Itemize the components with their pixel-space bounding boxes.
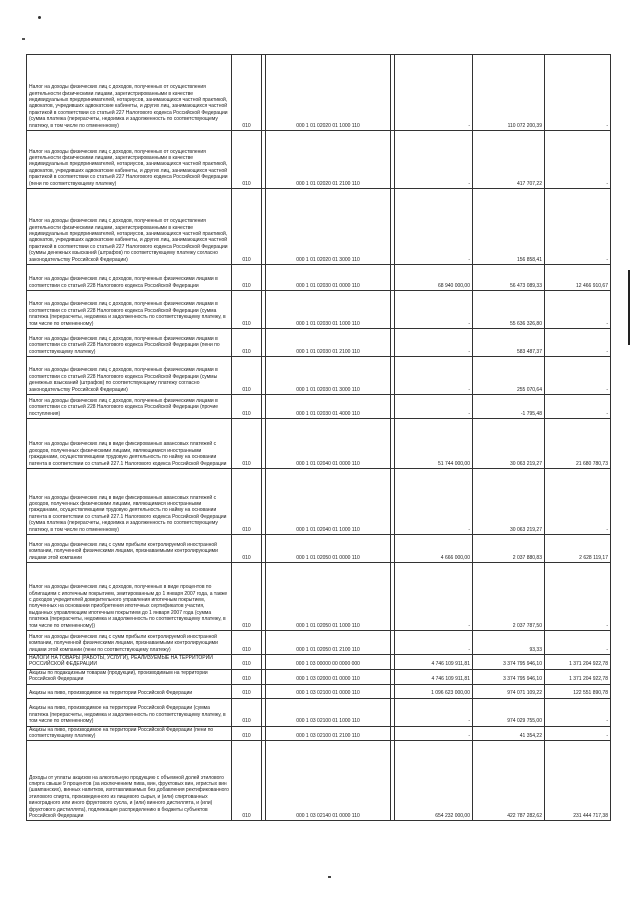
approved-amount: - — [395, 189, 473, 265]
table-row — [27, 741, 611, 821]
classification-code: 000 1 01 02030 01 4000 110 — [266, 395, 391, 419]
table-row — [27, 669, 611, 684]
unexecuted-amount: - — [545, 395, 611, 419]
executed-amount: 55 636 326,80 — [473, 291, 545, 329]
table-row — [27, 265, 611, 291]
unexecuted-amount: 231 444 717,38 — [545, 741, 611, 821]
unexecuted-amount: - — [545, 631, 611, 655]
indicator-name: Налог на доходы физических лиц с сумм прибыли контролируемой иностранной компании, полученной физическими лицами, признаваемыми контролирующими лицами этой компании — [27, 535, 232, 563]
classification-code: 000 1 03 02000 01 0000 110 — [266, 669, 391, 684]
approved-amount: 4 666 000,00 — [395, 535, 473, 563]
classification-code: 000 1 01 02040 01 0000 110 — [266, 419, 391, 469]
unexecuted-amount: 122 551 890,78 — [545, 684, 611, 698]
classification-code: 000 1 01 02030 01 1000 110 — [266, 291, 391, 329]
executed-amount: 2 037 880,83 — [473, 535, 545, 563]
line-code: 010 — [232, 669, 262, 684]
table-row — [27, 329, 611, 357]
table-row — [27, 684, 611, 698]
executed-amount: 3 374 795 946,10 — [473, 655, 545, 670]
indicator-name: Налог на доходы физических лиц с доходов, полученных физическими лицами в соответствии со статьей 228 Налогового кодекса Российской Федерации (суммы денежных взысканий (штрафов) по соответствующему платежу согласно законодательству Российской Федерации) — [27, 357, 232, 395]
line-code: 010 — [232, 55, 262, 131]
table-row — [27, 631, 611, 655]
indicator-name: Налог на доходы физических лиц с доходов, полученных в виде процентов по облигациям с ипотечным покрытием, эмитированным до 1 января 2007 года, а также с доходов учредителей доверительного управления ипотечным покрытием, полученных на основании приобретения ипотечных сертификатов участия, выданных управляющим ипотечным покрытием до 1 января 2007 года (сумма платежа (перерасчеты, недоимка и задолженность по соответствующему платежу, в том числе по отмененному)) — [27, 563, 232, 631]
unexecuted-amount: 1 371 204 922,78 — [545, 655, 611, 670]
table-row — [27, 726, 611, 741]
indicator-name: Налог на доходы физических лиц с доходов, полученных от осуществления деятельности физическими лицами, зарегистрированными в качестве индивидуальных предпринимателей, нотариусов, занимающихся частной практикой, адвокатов, учредивших адвокатские кабинеты, и других лиц, занимающихся частной практикой в соответствии со статьей 227 Налогового кодекса Российской Федерации (сумма платежа (перерасчеты, недоимка и задолженность по соответствующему платежу, в том числе по отмененному) — [27, 55, 232, 131]
table-row — [27, 563, 611, 631]
line-code: 010 — [232, 395, 262, 419]
classification-code: 000 1 03 02100 01 1000 110 — [266, 698, 391, 726]
approved-amount: - — [395, 357, 473, 395]
table-row — [27, 55, 611, 131]
unexecuted-amount: 21 680 780,73 — [545, 419, 611, 469]
table-row — [27, 535, 611, 563]
indicator-name: Акцизы на пиво, производимое на территории Российской Федерации (пени по соответствующему платежу) — [27, 726, 232, 741]
approved-amount: - — [395, 329, 473, 357]
approved-amount: - — [395, 631, 473, 655]
indicator-name: Налог на доходы физических лиц с доходов, полученных от осуществления деятельности физическими лицами, зарегистрированными в качестве индивидуальных предпринимателей, нотариусов, занимающихся частной практикой, адвокатов, учредивших адвокатские кабинеты, и других лиц, занимающихся частной практикой в соответствии со статьей 227 Налогового кодекса Российской Федерации (пени по соответствующему платежу) — [27, 131, 232, 189]
classification-code: 000 1 01 02040 01 1000 110 — [266, 469, 391, 535]
classification-code: 000 1 01 02050 01 1000 110 — [266, 563, 391, 631]
indicator-name: Доходы от уплаты акцизов на алкогольную продукцию с объемной долей этилового спирта свыше 9 процентов (за исключением пива, вин, фруктовых вин, игристых вин (шампанских), винных напитков, изготавливаемых без добавления ректификованного этилового спирта, произведенного из пищевого сырья, и (или) спиртованных виноградного или иного фруктового сусла, и (или) винного дистиллята, и (или) фруктового дистиллята), подлежащие распределению в бюджеты субъектов Российской Федерации — [27, 741, 232, 821]
approved-amount: 68 940 000,00 — [395, 265, 473, 291]
classification-code: 000 1 01 02030 01 3000 110 — [266, 357, 391, 395]
line-code: 010 — [232, 698, 262, 726]
approved-amount: 51 744 000,00 — [395, 419, 473, 469]
scan-speck — [328, 876, 331, 878]
executed-amount: 56 473 089,33 — [473, 265, 545, 291]
classification-code: 000 1 03 00000 00 0000 000 — [266, 655, 391, 670]
unexecuted-amount: - — [545, 291, 611, 329]
approved-amount: 654 232 000,00 — [395, 741, 473, 821]
executed-amount: 974 071 109,22 — [473, 684, 545, 698]
indicator-name: Налог на доходы физических лиц с доходов, полученных физическими лицами в соответствии со статьей 228 Налогового кодекса Российской Федерации (прочие поступления) — [27, 395, 232, 419]
executed-amount: 3 374 795 946,10 — [473, 669, 545, 684]
line-code: 010 — [232, 291, 262, 329]
budget-revenue-table — [26, 54, 611, 821]
line-code: 010 — [232, 329, 262, 357]
approved-amount: - — [395, 131, 473, 189]
indicator-name: Налог на доходы физических лиц в виде фиксированных авансовых платежей с доходов, полученных физическими лицами, являющимися иностранными гражданами, осуществляющими трудовую деятельность по найму на основании патента в соответствии со статьей 227.1 Налогового кодекса Российской Федерации (сумма платежа (перерасчеты, недоимка и задолженность по соответствующему платежу, в том числе по отмененному) — [27, 469, 232, 535]
unexecuted-amount: - — [545, 55, 611, 131]
executed-amount: 2 037 787,50 — [473, 563, 545, 631]
unexecuted-amount: 1 371 204 922,78 — [545, 669, 611, 684]
indicator-name: Акцизы по подакцизным товарам (продукции), производимым на территории Российской Федерации — [27, 669, 232, 684]
line-code: 010 — [232, 469, 262, 535]
indicator-name: Налог на доходы физических лиц с доходов, полученных физическими лицами в соответствии со статьей 228 Налогового кодекса Российской Федерации — [27, 265, 232, 291]
approved-amount: - — [395, 698, 473, 726]
line-code: 010 — [232, 655, 262, 670]
classification-code: 000 1 03 02100 01 2100 110 — [266, 726, 391, 741]
unexecuted-amount: - — [545, 469, 611, 535]
indicator-name: Акцизы на пиво, производимое на территории Российской Федерации (сумма платежа (перерасчеты, недоимка и задолженность по соответствующему платежу, в том числе по отмененному) — [27, 698, 232, 726]
classification-code: 000 1 01 02050 01 0000 110 — [266, 535, 391, 563]
executed-amount: 30 063 219,27 — [473, 419, 545, 469]
table-row — [27, 357, 611, 395]
approved-amount: - — [395, 469, 473, 535]
indicator-name: НАЛОГИ НА ТОВАРЫ (РАБОТЫ, УСЛУГИ), РЕАЛИЗУЕМЫЕ НА ТЕРРИТОРИИ РОССИЙСКОЙ ФЕДЕРАЦИИ — [27, 655, 232, 670]
approved-amount: 4 746 109 911,81 — [395, 669, 473, 684]
line-code: 010 — [232, 419, 262, 469]
indicator-name: Налог на доходы физических лиц с доходов, полученных физическими лицами в соответствии со статьей 228 Налогового кодекса Российской Федерации (пени по соответствующему платежу) — [27, 329, 232, 357]
table-row — [27, 189, 611, 265]
unexecuted-amount: - — [545, 329, 611, 357]
executed-amount: 417 707,22 — [473, 131, 545, 189]
classification-code: 000 1 01 02020 01 2100 110 — [266, 131, 391, 189]
approved-amount: - — [395, 55, 473, 131]
approved-amount: - — [395, 291, 473, 329]
approved-amount: 1 096 623 000,00 — [395, 684, 473, 698]
classification-code: 000 1 01 02020 01 1000 110 — [266, 55, 391, 131]
line-code: 010 — [232, 741, 262, 821]
line-code: 010 — [232, 189, 262, 265]
page-edge-mark — [628, 270, 630, 345]
unexecuted-amount: - — [545, 726, 611, 741]
executed-amount: 974 029 755,00 — [473, 698, 545, 726]
scan-speck — [22, 38, 25, 40]
executed-amount: 93,33 — [473, 631, 545, 655]
approved-amount: - — [395, 563, 473, 631]
unexecuted-amount: - — [545, 698, 611, 726]
line-code: 010 — [232, 265, 262, 291]
classification-code: 000 1 01 02030 01 2100 110 — [266, 329, 391, 357]
classification-code: 000 1 01 02050 01 2100 110 — [266, 631, 391, 655]
approved-amount: - — [395, 395, 473, 419]
executed-amount: 422 787 282,62 — [473, 741, 545, 821]
table-row — [27, 419, 611, 469]
unexecuted-amount: - — [545, 131, 611, 189]
classification-code: 000 1 03 02100 01 0000 110 — [266, 684, 391, 698]
indicator-name: Налог на доходы физических лиц с доходов, полученных от осуществления деятельности физическими лицами, зарегистрированными в качестве индивидуальных предпринимателей, нотариусов, занимающихся частной практикой, адвокатов, учредивших адвокатские кабинеты, и других лиц, занимающихся частной практикой в соответствии со статьей 227 Налогового кодекса Российской Федерации (суммы денежных взысканий (штрафов) по соответствующему платежу согласно законодательству Российской Федерации) — [27, 189, 232, 265]
unexecuted-amount: - — [545, 563, 611, 631]
executed-amount: 41 354,22 — [473, 726, 545, 741]
unexecuted-amount: 12 466 910,67 — [545, 265, 611, 291]
executed-amount: 110 072 200,39 — [473, 55, 545, 131]
executed-amount: 255 070,64 — [473, 357, 545, 395]
table-row — [27, 291, 611, 329]
classification-code: 000 1 01 02030 01 0000 110 — [266, 265, 391, 291]
approved-amount: - — [395, 726, 473, 741]
indicator-name: Налог на доходы физических лиц в виде фиксированных авансовых платежей с доходов, полученных физическими лицами, являющимися иностранными гражданами, осуществляющими трудовую деятельность по найму на основании патента в соответствии со статьей 227.1 Налогового кодекса Российской Федерации — [27, 419, 232, 469]
table-row — [27, 469, 611, 535]
indicator-name: Налог на доходы физических лиц с доходов, полученных физическими лицами в соответствии со статьей 228 Налогового кодекса Российской Федерации (сумма платежа (перерасчеты, недоимка и задолженность по соответствующему платежу, в том числе по отмененному) — [27, 291, 232, 329]
executed-amount: -1 795,48 — [473, 395, 545, 419]
table-row — [27, 131, 611, 189]
table-row — [27, 655, 611, 670]
line-code: 010 — [232, 357, 262, 395]
table-row — [27, 698, 611, 726]
scan-speck — [38, 16, 41, 19]
unexecuted-amount: - — [545, 357, 611, 395]
unexecuted-amount: - — [545, 189, 611, 265]
approved-amount: 4 746 109 911,81 — [395, 655, 473, 670]
executed-amount: 156 858,41 — [473, 189, 545, 265]
line-code: 010 — [232, 631, 262, 655]
line-code: 010 — [232, 535, 262, 563]
classification-code: 000 1 01 02020 01 3000 110 — [266, 189, 391, 265]
line-code: 010 — [232, 726, 262, 741]
line-code: 010 — [232, 563, 262, 631]
indicator-name: Налог на доходы физических лиц с сумм прибыли контролируемой иностранной компании, полученной физическими лицами, признаваемыми контролирующими лицами этой компании (пени по соответствующему платежу) — [27, 631, 232, 655]
indicator-name: Акцизы на пиво, производимое на территории Российской Федерации — [27, 684, 232, 698]
line-code: 010 — [232, 684, 262, 698]
executed-amount: 30 063 219,27 — [473, 469, 545, 535]
table-row — [27, 395, 611, 419]
unexecuted-amount: 2 628 119,17 — [545, 535, 611, 563]
classification-code: 000 1 03 02140 01 0000 110 — [266, 741, 391, 821]
line-code: 010 — [232, 131, 262, 189]
executed-amount: 583 487,37 — [473, 329, 545, 357]
